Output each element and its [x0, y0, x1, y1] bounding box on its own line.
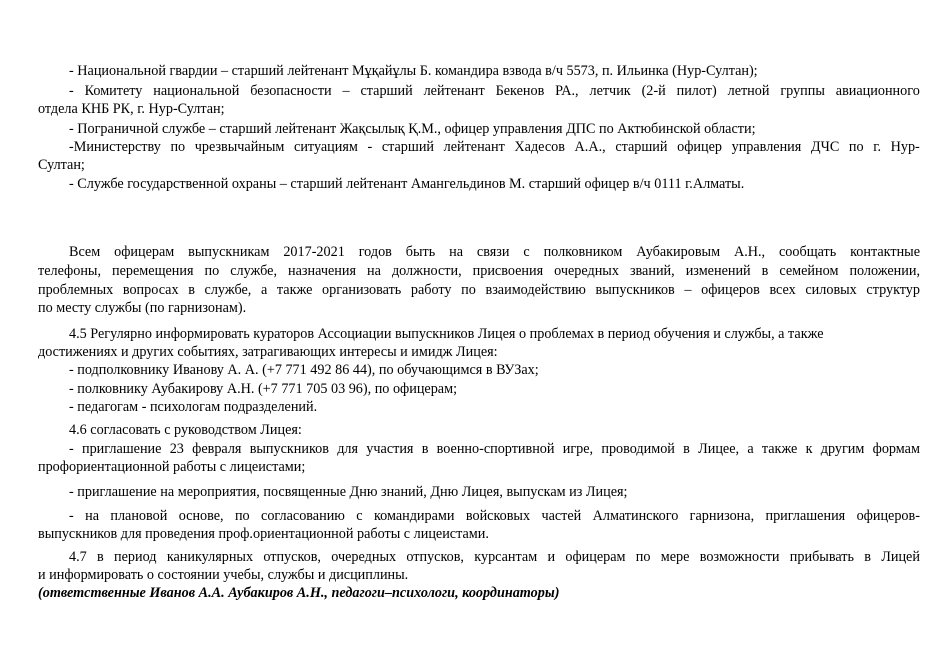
word: телефоны,	[38, 263, 102, 279]
word: (2-й	[641, 83, 666, 99]
word: формам	[872, 441, 920, 457]
word: Аубакировым	[636, 244, 721, 260]
word: А.Н.,	[733, 244, 766, 260]
word: отпусков,	[406, 549, 464, 565]
word: в	[97, 549, 104, 565]
word: к	[805, 441, 813, 457]
section-4-6-title: 4.6 согласовать с руководством Лицея:	[69, 422, 302, 438]
word: проблемных	[38, 282, 114, 298]
word: -	[69, 508, 74, 524]
word: очередных	[554, 263, 619, 279]
word: быть	[405, 244, 436, 260]
word: Всем	[69, 244, 101, 260]
word: офицер	[677, 139, 722, 155]
word: возможности	[699, 549, 780, 565]
word: службе,	[230, 263, 278, 279]
word: связи	[476, 244, 510, 260]
responsible-persons: (ответственные Иванов А.А. Аубакиров А.Н., педагоги–психологи, координаторы)	[38, 585, 560, 601]
word: группы	[780, 83, 825, 99]
word: всех	[769, 282, 796, 298]
list-item-emergency-line2: Султан;	[38, 157, 85, 173]
word: Бекенов	[495, 83, 545, 99]
word: организовать	[322, 282, 402, 298]
paragraph-officers-line2	[38, 262, 920, 280]
word: Хадесов	[514, 139, 565, 155]
word: Алматинского	[592, 508, 679, 524]
word: –	[684, 282, 692, 298]
word: по	[635, 549, 651, 565]
word: по	[848, 139, 864, 155]
word: гарнизона,	[689, 508, 755, 524]
word: ДЧС	[810, 139, 840, 155]
word: в	[188, 282, 195, 298]
word: силовых	[805, 282, 857, 298]
word: годов	[358, 244, 392, 260]
word: а	[260, 282, 268, 298]
word: по	[170, 139, 186, 155]
word: плановой	[110, 508, 168, 524]
word: национальной	[153, 83, 240, 99]
word: по	[234, 508, 250, 524]
word: изменений	[685, 263, 751, 279]
word: по	[461, 282, 476, 298]
word: военно-спортивной	[436, 441, 555, 457]
word: службе,	[204, 282, 252, 298]
word: Нур-	[890, 139, 920, 155]
word: офицеров	[701, 282, 760, 298]
word: приглашение	[81, 441, 162, 457]
word: -Министерству	[69, 139, 161, 155]
list-item-border-service: - Пограничной службе – старший лейтенант Жақсылық Қ.М., офицер управления ДПС по Актюбинской области;	[69, 121, 756, 137]
word: работу	[410, 282, 452, 298]
word: взаимодействию	[485, 282, 586, 298]
word: офицерам	[114, 244, 175, 260]
word: согласованию	[261, 508, 345, 524]
word: выпускникам	[188, 244, 270, 260]
word: -	[69, 83, 74, 99]
word: 4.7	[69, 549, 87, 565]
paragraph-officers-line1	[69, 243, 920, 261]
word: войсковых	[465, 508, 531, 524]
word: присвоения	[472, 263, 544, 279]
word: отпусков,	[263, 549, 321, 565]
word: игре,	[562, 441, 594, 457]
word: в	[761, 263, 769, 279]
word: на	[85, 508, 99, 524]
word: структур	[866, 282, 920, 298]
word: вопросах	[122, 282, 179, 298]
word: проводимой	[601, 441, 675, 457]
word: управления	[731, 139, 802, 155]
word: офицерам	[565, 549, 626, 565]
word: авиационного	[835, 83, 920, 99]
word: очередных	[331, 549, 397, 565]
list-item-emergency-line1	[69, 138, 920, 156]
section-4-6-item3-line2: выпускников для проведения проф.ориентационной работы с лицеистами.	[38, 526, 489, 542]
paragraph-officers-line4: по месту службы (по гарнизонам).	[38, 300, 247, 316]
word: 2017-2021	[283, 244, 345, 260]
list-item-knb-line1	[69, 82, 920, 100]
word: выпускников	[595, 282, 675, 298]
word: с	[523, 244, 530, 260]
word: контактные	[850, 244, 920, 260]
word: 23	[169, 441, 184, 457]
section-4-5-line1: 4.5 Регулярно информировать кураторов Ассоциации выпускников Лицея о проблемах в период обучения и службы, а также	[69, 326, 824, 342]
word: –	[342, 83, 350, 99]
word: лейтенант	[443, 139, 505, 155]
word: должности,	[391, 263, 462, 279]
word: Лицей	[881, 549, 920, 565]
word: -	[367, 139, 373, 155]
word: в	[421, 441, 429, 457]
word: чрезвычайным	[194, 139, 285, 155]
word: безопасности	[250, 83, 332, 99]
word: летчик	[589, 83, 631, 99]
list-item-psychologists: - педагогам - психологам подразделений.	[69, 399, 318, 415]
word: частей	[541, 508, 582, 524]
list-item-aubakirov: - полковнику Аубакирову А.Н. (+7 771 705 03 96), по офицерам;	[69, 381, 458, 397]
word: основе,	[178, 508, 224, 524]
section-4-6-item2: - приглашение на мероприятия, посвященные Дню знаний, Дню Лицея, выпускам из Лицея;	[69, 484, 628, 500]
section-4-7-line1	[69, 548, 920, 566]
word: выпускников	[249, 441, 329, 457]
section-4-6-item1-line1	[69, 440, 920, 458]
list-item-ivanov: - подполковнику Иванову А. А. (+7 771 492 86 44), по обучающимся в ВУЗах;	[69, 362, 539, 378]
word: прибывать	[789, 549, 854, 565]
word: семейном	[779, 263, 839, 279]
word: старший	[360, 83, 413, 99]
word: курсантам	[474, 549, 538, 565]
word: приглашения	[765, 508, 846, 524]
word: для	[337, 441, 359, 457]
section-4-5-line2: достижениях и других событиях, затрагивающих интересы и имидж Лицея:	[38, 344, 498, 360]
word: февраля	[192, 441, 242, 457]
word: г.	[873, 139, 881, 155]
word: РА.,	[555, 83, 579, 99]
word: -	[69, 441, 74, 457]
word: положении,	[849, 263, 920, 279]
section-4-6-item1-line2: профориентационной работы с лицеистами;	[38, 459, 306, 475]
word: каникулярных	[166, 549, 254, 565]
word: пилот)	[676, 83, 717, 99]
list-item-knb-line2: отдела КНБ РК, г. Нур-Султан;	[38, 101, 225, 117]
word: период	[114, 549, 157, 565]
list-item-national-guard: - Национальной гвардии – старший лейтенант Мұқайұлы Б. командира взвода в/ч 5573, п. Ильинка (Нур-Султан);	[69, 63, 758, 79]
section-4-7-line2: и информировать о состоянии учебы, службы и дисциплины.	[38, 567, 409, 583]
word: ситуациям	[294, 139, 358, 155]
word: в	[864, 549, 871, 565]
word: также	[276, 282, 313, 298]
word: Комитету	[84, 83, 143, 99]
word: а	[747, 441, 754, 457]
word: и	[547, 549, 556, 565]
word: по	[204, 263, 220, 279]
word: командирами	[373, 508, 455, 524]
word: перемещения	[112, 263, 194, 279]
word: Лицее,	[698, 441, 740, 457]
word: на	[367, 263, 381, 279]
word: с	[356, 508, 363, 524]
word: также	[761, 441, 798, 457]
section-4-6-item3-line1	[69, 507, 920, 525]
word: летной	[727, 83, 770, 99]
word: другим	[820, 441, 865, 457]
word: в	[683, 441, 690, 457]
word: старший	[615, 139, 668, 155]
paragraph-officers-line3	[38, 281, 920, 299]
list-item-state-guard: - Службе государственной охраны – старший лейтенант Амангельдинов М. старший офицер в/ч 0111 г.Алматы.	[69, 176, 745, 192]
word: лейтенант	[423, 83, 485, 99]
word: назначения	[288, 263, 357, 279]
word: полковником	[543, 244, 623, 260]
word: сообщать	[779, 244, 837, 260]
word: офицеров-	[856, 508, 920, 524]
word: званий,	[629, 263, 675, 279]
word: участия	[366, 441, 414, 457]
word: мере	[660, 549, 690, 565]
word: А.А.,	[574, 139, 606, 155]
word: на	[449, 244, 464, 260]
word: старший	[381, 139, 434, 155]
